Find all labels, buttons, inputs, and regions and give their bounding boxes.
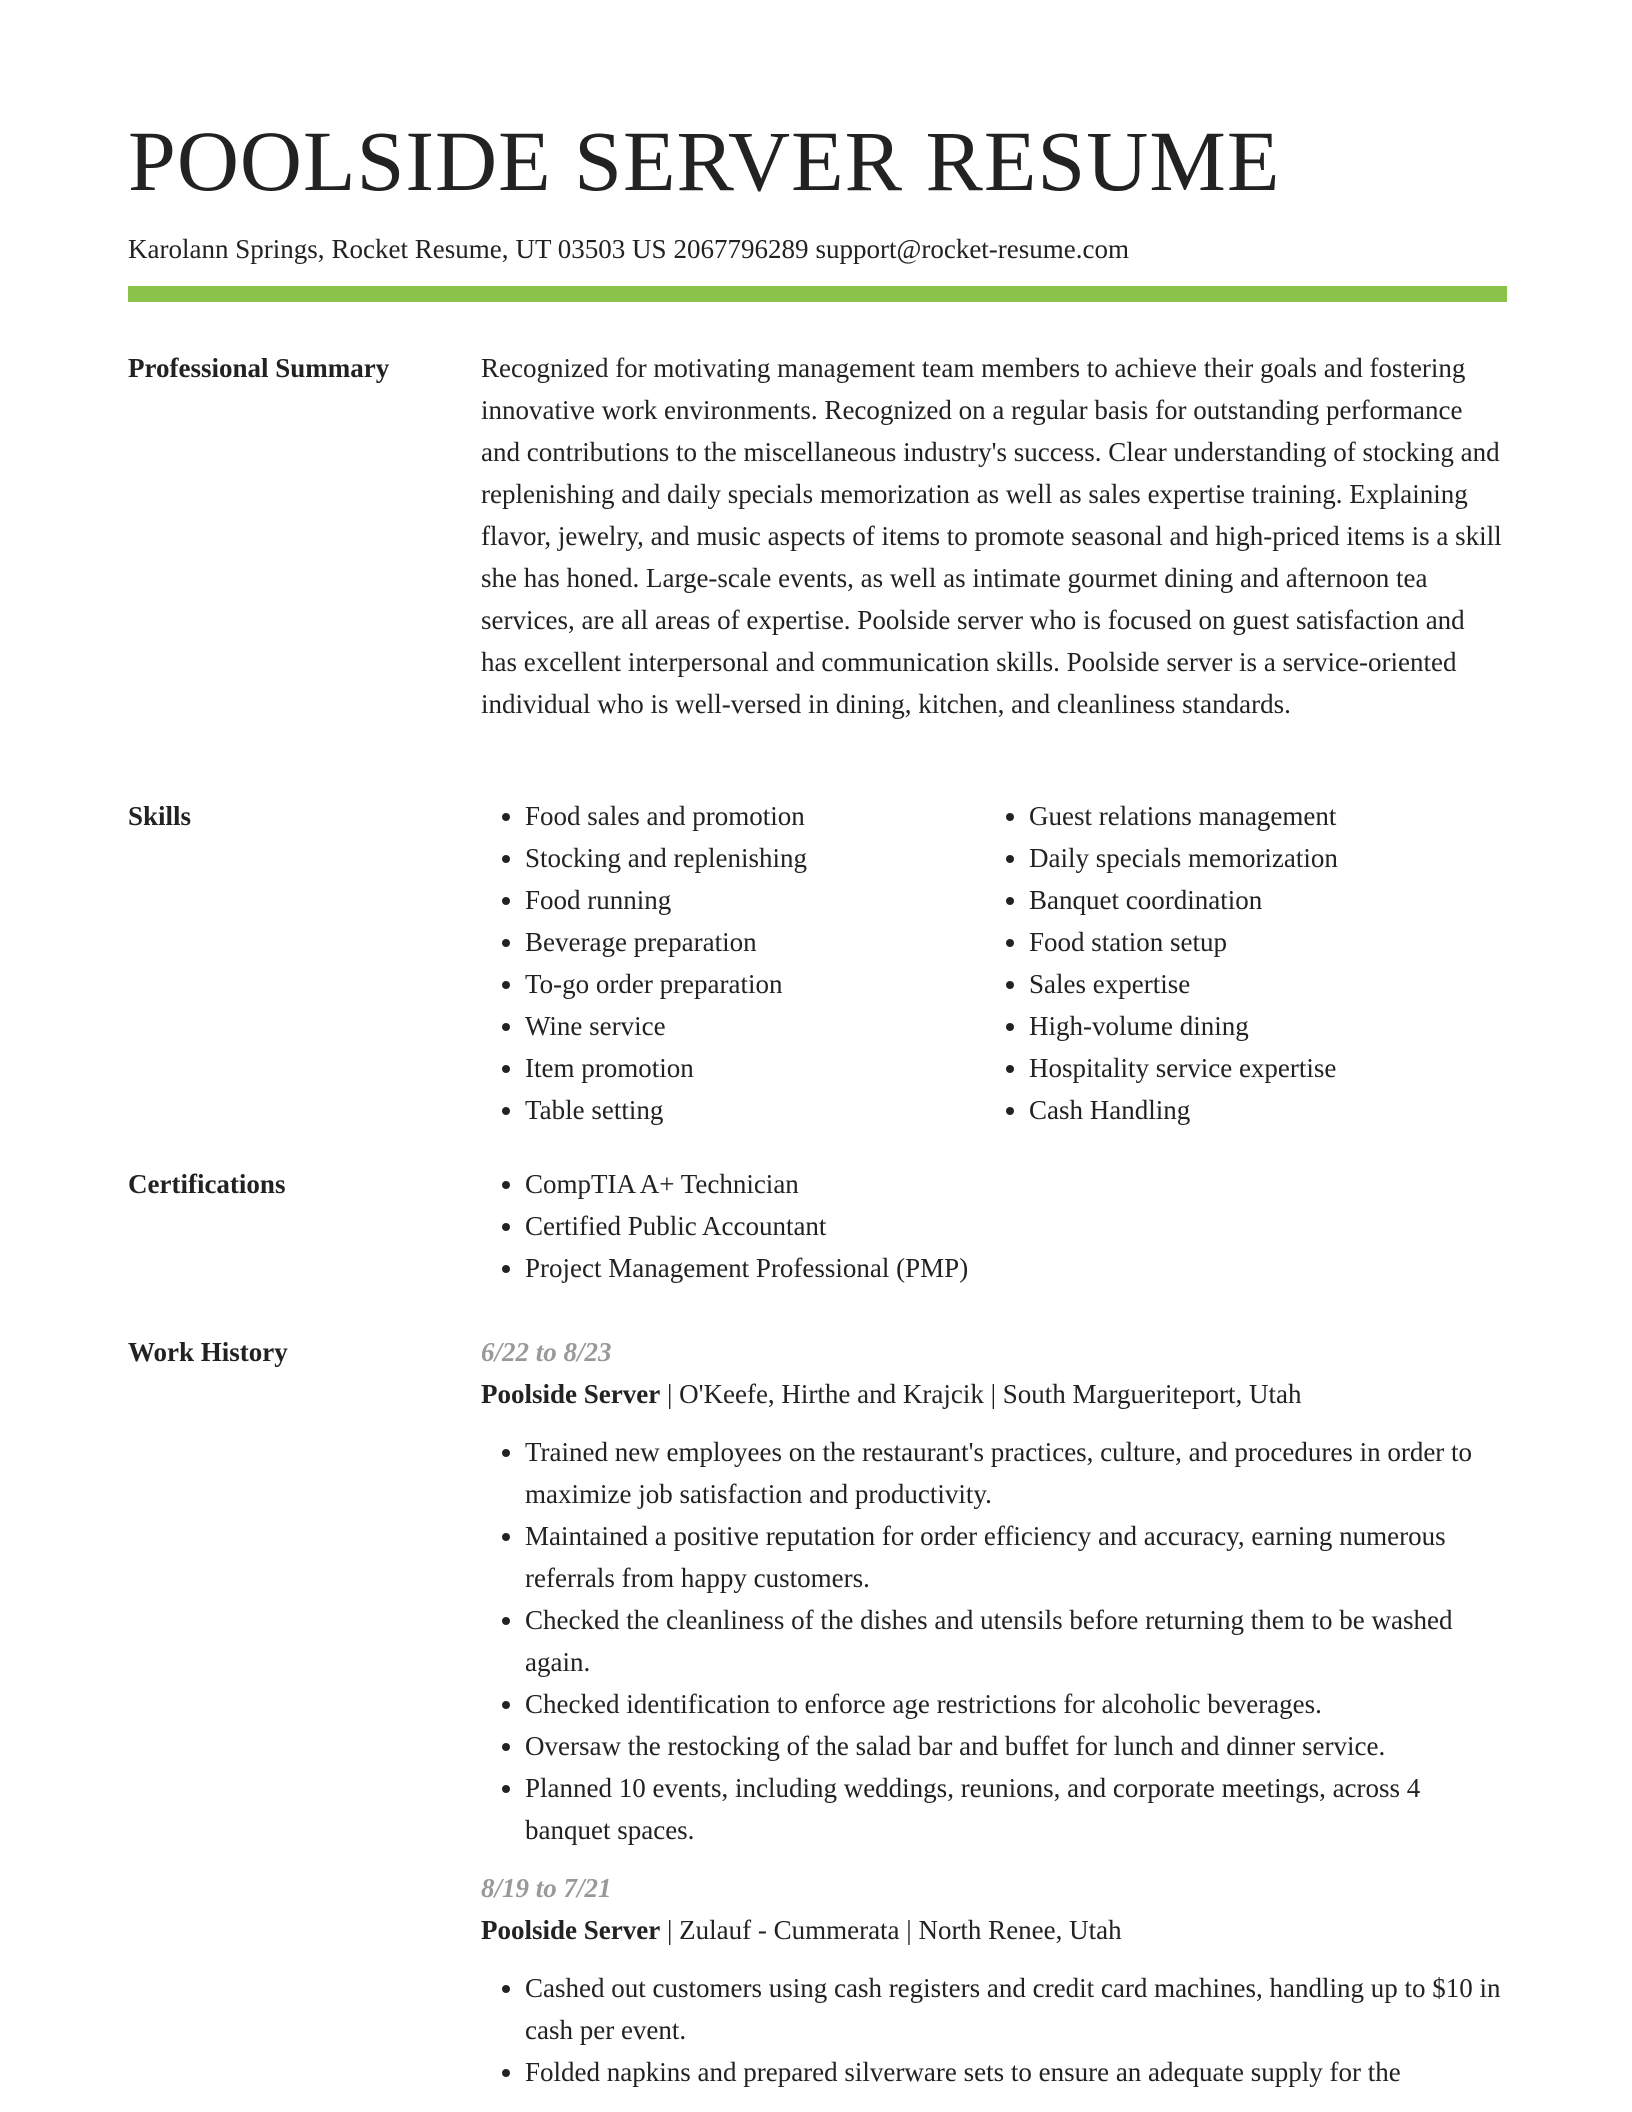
- list-item: • Food station setup: [1029, 921, 1507, 963]
- skills-column-right: [985, 795, 1507, 1131]
- job-heading: [481, 1373, 1507, 1415]
- list-item: • Daily specials memorization: [1029, 837, 1507, 879]
- list-item: • Wine service: [525, 1005, 985, 1047]
- list-item: • Food sales and promotion: [525, 795, 985, 837]
- certifications-body: [481, 1163, 1507, 1289]
- list-item: • Checked identification to enforce age restrictions for alcoholic beverages.: [525, 1683, 1507, 1725]
- list-item: • Certified Public Accountant: [525, 1205, 1507, 1247]
- contact-company: Rocket Resume,: [331, 234, 509, 264]
- job-dates: 8/19 to 7/21: [481, 1873, 612, 1903]
- job-details: | O'Keefe, Hirthe and Krajcik | South Margueriteport, Utah: [660, 1379, 1302, 1409]
- job-heading: [481, 1909, 1507, 1951]
- job-dates: 6/22 to 8/23: [481, 1337, 612, 1367]
- certifications-list: [481, 1163, 1507, 1289]
- list-item: • High-volume dining: [1029, 1005, 1507, 1047]
- list-item: • Maintained a positive reputation for order efficiency and accuracy, earning numerous referrals from happy customers.: [525, 1515, 1507, 1599]
- list-item: • Beverage preparation: [525, 921, 985, 963]
- job-responsibilities: [481, 1431, 1507, 1851]
- summary-body: [481, 347, 1507, 725]
- summary-label: Professional Summary: [128, 353, 390, 383]
- work-history-body: [481, 1331, 1507, 2093]
- list-item: • Checked the cleanliness of the dishes and utensils before returning them to be washed again.: [525, 1599, 1507, 1683]
- contact-location: UT 03503 US: [515, 234, 667, 264]
- contact-line: [128, 233, 1129, 265]
- list-item: • To-go order preparation: [525, 963, 985, 1005]
- job-entry: [481, 1331, 1507, 1851]
- list-item: • Trained new employees on the restaurant's practices, culture, and procedures in order to maximize job satisfaction and productivity.: [525, 1431, 1507, 1515]
- list-item: • Sales expertise: [1029, 963, 1507, 1005]
- job-entry: [481, 1867, 1507, 2093]
- list-item: • CompTIA A+ Technician: [525, 1163, 1507, 1205]
- list-item: • Banquet coordination: [1029, 879, 1507, 921]
- list-item: • Oversaw the restocking of the salad bar and buffet for lunch and dinner service.: [525, 1725, 1507, 1767]
- work-history-label: Work History: [128, 1337, 288, 1367]
- certifications-label: Certifications: [128, 1169, 286, 1199]
- list-item: • Table setting: [525, 1089, 985, 1131]
- contact-name: Karolann Springs,: [128, 234, 325, 264]
- skills-column-left: [481, 795, 985, 1131]
- job-details: | Zulauf - Cummerata | North Renee, Utah: [660, 1915, 1122, 1945]
- list-item: • Item promotion: [525, 1047, 985, 1089]
- job-title: Poolside Server: [481, 1915, 661, 1945]
- skills-list-left: [481, 795, 985, 1131]
- job-responsibilities: [481, 1967, 1507, 2093]
- contact-email: support@rocket-resume.com: [815, 234, 1130, 264]
- list-item: • Planned 10 events, including weddings, reunions, and corporate meetings, across 4 banquet spaces.: [525, 1767, 1507, 1851]
- list-item: • Hospitality service expertise: [1029, 1047, 1507, 1089]
- contact-phone: 2067796289: [673, 234, 809, 264]
- job-title: Poolside Server: [481, 1379, 661, 1409]
- summary-text: Recognized for motivating management team members to achieve their goals and fostering innovative work environments. Recognized on a regular basis for outstanding performance and contributions to the miscellaneous industry's success. Clear understanding of stocking and replenishing and daily specials memorization as well as sales expertise training. Explaining flavor, jewelry, and music aspects of items to promote seasonal and high-priced items is a skill she has honed. Large-scale events, as well as intimate gourmet dining and afternoon tea services, are all areas of expertise. Poolside server who is focused on guest satisfaction and has excellent interpersonal and communication skills. Poolside server is a service-oriented individual who is well-versed in dining, kitchen, and cleanliness standards.: [481, 353, 1502, 719]
- header-divider: [128, 286, 1507, 302]
- list-item: • Cash Handling: [1029, 1089, 1507, 1131]
- list-item: • Stocking and replenishing: [525, 837, 985, 879]
- list-item: • Project Management Professional (PMP): [525, 1247, 1507, 1289]
- skills-list-right: [985, 795, 1507, 1131]
- skills-label: Skills: [128, 801, 192, 831]
- list-item: • Cashed out customers using cash registers and credit card machines, handling up to $10 in cash per event.: [525, 1967, 1507, 2051]
- list-item: • Folded napkins and prepared silverware sets to ensure an adequate supply for the: [525, 2051, 1507, 2093]
- resume-title: POOLSIDE SERVER RESUME: [128, 113, 1281, 209]
- list-item: • Food running: [525, 879, 985, 921]
- skills-body: [481, 795, 1507, 1131]
- list-item: • Guest relations management: [1029, 795, 1507, 837]
